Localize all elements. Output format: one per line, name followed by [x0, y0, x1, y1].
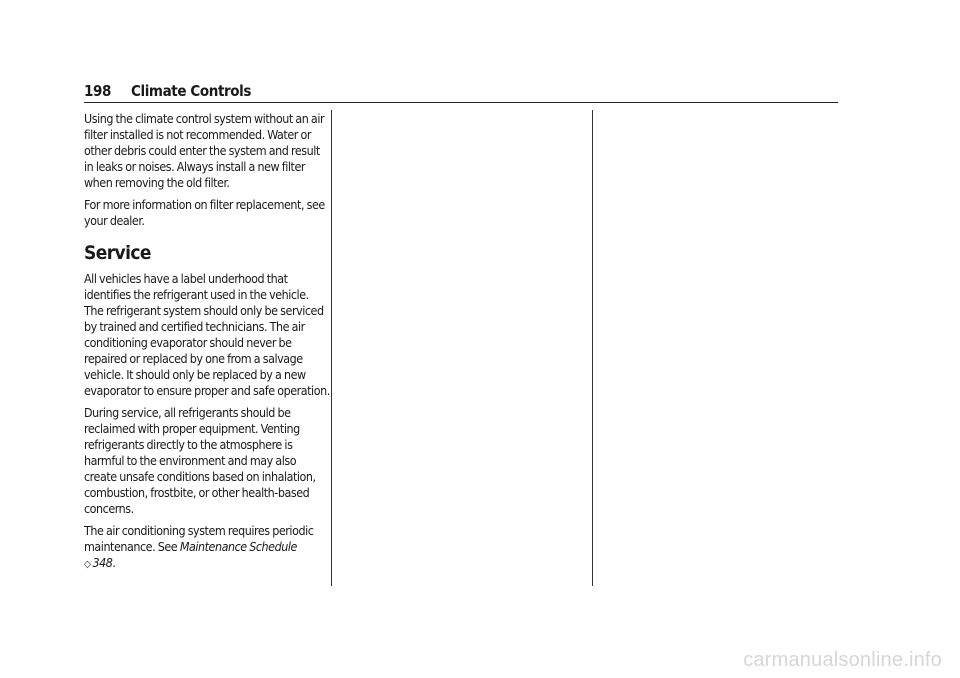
paragraph-maintenance	[84, 523, 330, 573]
paragraph-reclaim-refrigerants: During service, all refrigerants should be reclaimed with proper equipment. Venting refrigerants directly to the atmosphere is harmful to the environment and may also create unsafe conditions based on inhalation, combustion, frostbite, or other health-based concerns.	[84, 405, 316, 516]
service-heading: Service	[84, 242, 151, 264]
maintenance-text: The air conditioning system requires periodic maintenance. See	[84, 523, 314, 554]
maintenance-period: .	[112, 555, 116, 570]
paragraph-refrigerant-label: All vehicles have a label underhood that identifies the refrigerant used in the vehicle. The refrigerant system should only be serviced by trained and certified technicians. The air conditioning evaporator should never be repaired or replaced by one from a salvage vehicle. It should only be replaced by a new evaporator to ensure proper and safe operation.	[84, 271, 330, 398]
watermark: carmanualsonline.info	[743, 649, 942, 671]
section-title-header: Climate Controls	[130, 82, 252, 100]
column-1	[84, 111, 330, 579]
page-reference-number[interactable]: 348	[92, 555, 113, 570]
page-header	[84, 83, 838, 103]
paragraph-air-filter: Using the climate control system without an air filter installed is not recommended. Water or other debris could enter the system and result in leaks or noises. Always install a new filter when removing the old filter.	[84, 111, 325, 190]
paragraph-filter-replacement: For more information on filter replacement, see your dealer.	[84, 197, 325, 228]
column-divider-1	[331, 110, 332, 586]
maintenance-schedule-link[interactable]: Maintenance Schedule	[179, 539, 297, 554]
column-divider-2	[592, 110, 593, 586]
page-number: 198	[84, 82, 111, 100]
page-reference-icon: ◇	[84, 559, 91, 570]
